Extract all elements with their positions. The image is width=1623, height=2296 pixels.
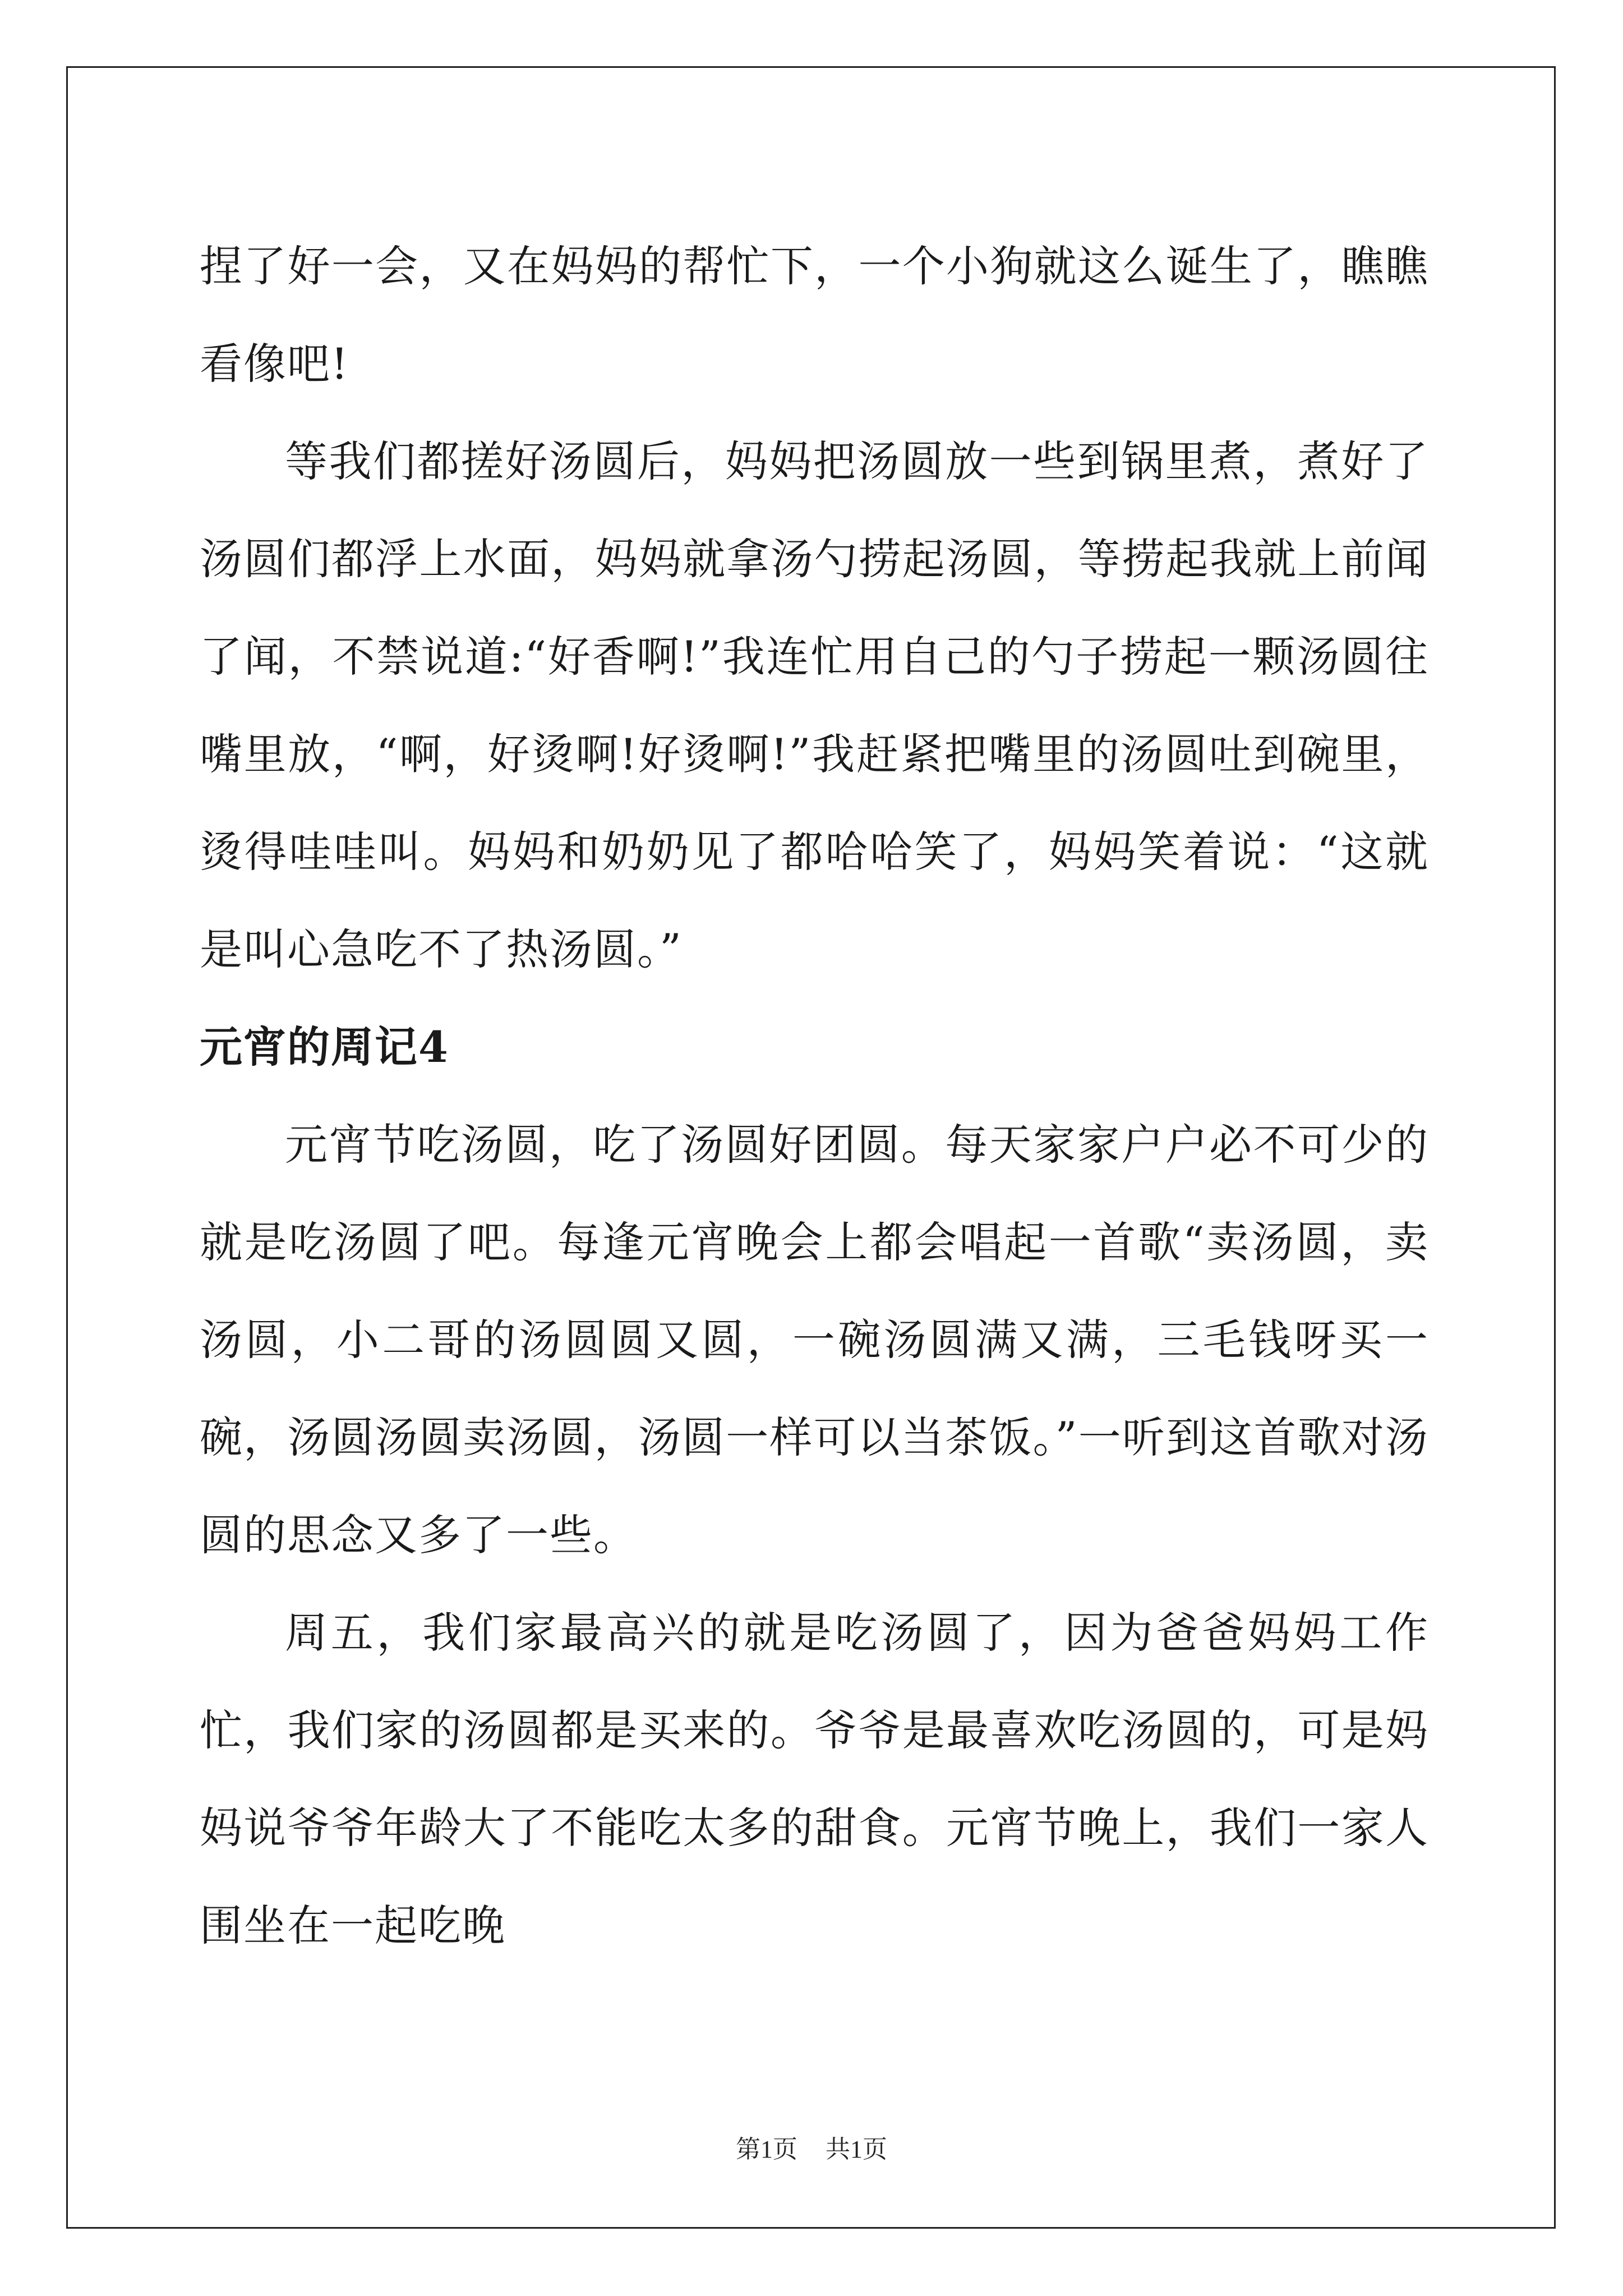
page-number: 第1页 xyxy=(736,2136,797,2163)
paragraph: 周五，我们家最高兴的就是吃汤圆了，因为爸爸妈妈工作忙，我们家的汤圆都是买来的。爷爷是最喜欢吃汤圆的，可是妈妈说爷爷年龄大了不能吃太多的甜食。元宵节晚上，我们一家人围坐在一起吃晚 xyxy=(200,1608,1429,1950)
paragraph: 捏了好一会，又在妈妈的帮忙下，一个小狗就这么诞生了，瞧瞧看像吧! xyxy=(200,241,1429,389)
page-total: 共1页 xyxy=(826,2136,887,2163)
document-body xyxy=(200,218,1429,1975)
paragraph: 元宵节吃汤圆，吃了汤圆好团圆。每天家家户户必不可少的就是吃汤圆了吧。每逢元宵晚会上都会唱起一首歌“卖汤圆，卖汤圆，小二哥的汤圆圆又圆，一碗汤圆满又满，三毛钱呀买一碗，汤圆汤圆卖汤圆，汤圆一样可以当茶饭。”一听到这首歌对汤圆的思念又多了一些。 xyxy=(200,1120,1429,1560)
paragraph: 等我们都搓好汤圆后，妈妈把汤圆放一些到锅里煮，煮好了汤圆们都浮上水面，妈妈就拿汤勺捞起汤圆，等捞起我就上前闻了闻，不禁说道:“好香啊!”我连忙用自己的勺子捞起一颗汤圆往嘴里放，“啊，好烫啊!好烫啊!”我赶紧把嘴里的汤圆吐到碗里，烫得哇哇叫。妈妈和奶奶见了都哈哈笑了，妈妈笑着说：“这就是叫心急吃不了热汤圆。” xyxy=(200,436,1429,974)
page-footer xyxy=(0,2129,1623,2165)
section-title: 元宵的周记4 xyxy=(200,1022,449,1072)
